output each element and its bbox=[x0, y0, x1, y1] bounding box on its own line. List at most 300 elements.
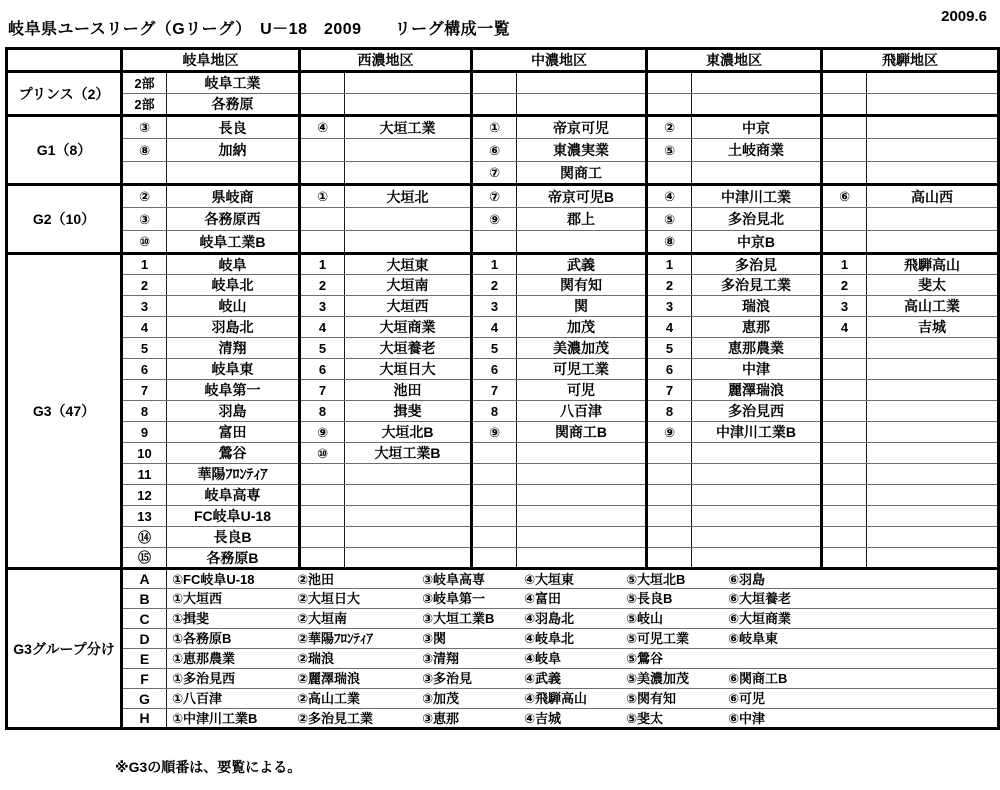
group-team: ③岐阜第一 bbox=[422, 591, 486, 606]
team-number-cell: 6 bbox=[472, 359, 517, 380]
group-row bbox=[7, 569, 999, 589]
team-name-cell: 大垣東 bbox=[345, 254, 472, 275]
team-number-cell: ⑨ bbox=[300, 422, 345, 443]
team-number-cell bbox=[300, 485, 345, 506]
team-name-cell: 多治見 bbox=[692, 254, 822, 275]
team-name-cell: 可児工業 bbox=[517, 359, 647, 380]
team-number-cell bbox=[822, 380, 867, 401]
team-number-cell: 9 bbox=[122, 422, 167, 443]
team-name-cell: 岐阜高専 bbox=[167, 485, 300, 506]
group-row bbox=[7, 609, 999, 629]
region-header: 中濃地区 bbox=[472, 49, 647, 72]
team-number-cell: 1 bbox=[472, 254, 517, 275]
team-name-cell: 大垣西 bbox=[345, 296, 472, 317]
team-name-cell bbox=[692, 443, 822, 464]
team-name-cell: 大垣養老 bbox=[345, 338, 472, 359]
group-team: ④大垣東 bbox=[524, 571, 575, 587]
team-name-cell: 大垣北 bbox=[345, 185, 472, 208]
group-team: ⑥大垣養老 bbox=[728, 591, 792, 606]
team-number-cell: 6 bbox=[647, 359, 692, 380]
group-letter: H bbox=[122, 709, 167, 729]
group-teams-cell bbox=[167, 709, 999, 729]
team-name-cell bbox=[692, 548, 822, 569]
team-name-cell: 岐阜工業B bbox=[167, 231, 300, 254]
group-team: ①中津川工業B bbox=[172, 710, 258, 726]
team-number-cell: 6 bbox=[122, 359, 167, 380]
team-name-cell bbox=[867, 548, 999, 569]
group-team: ②華陽ﾌﾛﾝﾃｨｱ bbox=[297, 631, 374, 646]
region-header: 西濃地区 bbox=[300, 49, 472, 72]
team-name-cell bbox=[867, 527, 999, 548]
team-name-cell: 大垣日大 bbox=[345, 359, 472, 380]
group-letter: D bbox=[122, 629, 167, 649]
team-name-cell: 大垣商業 bbox=[345, 317, 472, 338]
team-number-cell: 7 bbox=[300, 380, 345, 401]
team-name-cell bbox=[345, 231, 472, 254]
league-table bbox=[5, 47, 1000, 730]
team-name-cell: 恵那農業 bbox=[692, 338, 822, 359]
section-row bbox=[7, 231, 999, 254]
team-name-cell: 富田 bbox=[167, 422, 300, 443]
team-name-cell bbox=[517, 94, 647, 116]
team-number-cell: 5 bbox=[472, 338, 517, 359]
group-team: ②麗澤瑞浪 bbox=[297, 671, 361, 686]
section-row bbox=[7, 548, 999, 569]
team-name-cell: 岐阜北 bbox=[167, 275, 300, 296]
group-team: ⑥関商工B bbox=[728, 671, 788, 686]
team-number-cell: ② bbox=[647, 116, 692, 139]
team-name-cell bbox=[867, 162, 999, 185]
team-name-cell bbox=[345, 208, 472, 231]
team-name-cell: 岐山 bbox=[167, 296, 300, 317]
team-number-cell: ⑥ bbox=[822, 185, 867, 208]
group-team: ⑤鶯谷 bbox=[626, 651, 664, 666]
team-number-cell bbox=[647, 548, 692, 569]
team-number-cell: 12 bbox=[122, 485, 167, 506]
team-number-cell: 11 bbox=[122, 464, 167, 485]
section-label: G2（10） bbox=[7, 185, 122, 254]
group-team: ③関 bbox=[422, 631, 447, 646]
team-name-cell: 吉城 bbox=[867, 317, 999, 338]
team-number-cell bbox=[822, 527, 867, 548]
section-label: G3（47） bbox=[7, 254, 122, 569]
team-name-cell bbox=[692, 485, 822, 506]
team-name-cell: 斐太 bbox=[867, 275, 999, 296]
team-name-cell bbox=[867, 231, 999, 254]
team-number-cell bbox=[822, 401, 867, 422]
team-number-cell: 2 bbox=[647, 275, 692, 296]
team-name-cell bbox=[867, 422, 999, 443]
team-number-cell bbox=[122, 162, 167, 185]
team-number-cell: ⑨ bbox=[472, 208, 517, 231]
team-number-cell bbox=[300, 527, 345, 548]
header-row bbox=[7, 49, 999, 72]
group-team: ⑥羽島 bbox=[728, 571, 766, 587]
team-name-cell: 加納 bbox=[167, 139, 300, 162]
team-name-cell bbox=[692, 72, 822, 94]
group-team: ③大垣工業B bbox=[422, 611, 495, 626]
team-number-cell bbox=[822, 231, 867, 254]
section-row bbox=[7, 485, 999, 506]
team-name-cell bbox=[345, 94, 472, 116]
section-row bbox=[7, 317, 999, 338]
team-number-cell: 3 bbox=[122, 296, 167, 317]
team-name-cell: 羽島北 bbox=[167, 317, 300, 338]
league-table-body bbox=[7, 49, 999, 729]
team-name-cell bbox=[692, 527, 822, 548]
team-name-cell bbox=[867, 464, 999, 485]
team-name-cell bbox=[867, 94, 999, 116]
team-number-cell bbox=[472, 231, 517, 254]
team-number-cell bbox=[300, 464, 345, 485]
team-name-cell: 郡上 bbox=[517, 208, 647, 231]
team-number-cell: ⑦ bbox=[472, 162, 517, 185]
team-number-cell bbox=[300, 208, 345, 231]
group-team: ⑤斐太 bbox=[626, 710, 664, 726]
group-team: ④岐阜 bbox=[524, 651, 562, 666]
section-row bbox=[7, 401, 999, 422]
section-row bbox=[7, 254, 999, 275]
section-row bbox=[7, 275, 999, 296]
team-name-cell: 中津川工業B bbox=[692, 422, 822, 443]
team-number-cell bbox=[472, 464, 517, 485]
section-row bbox=[7, 422, 999, 443]
team-number-cell: 5 bbox=[300, 338, 345, 359]
team-name-cell: 各務原B bbox=[167, 548, 300, 569]
team-number-cell: 1 bbox=[122, 254, 167, 275]
team-number-cell: ⑩ bbox=[122, 231, 167, 254]
team-number-cell: 1 bbox=[647, 254, 692, 275]
team-name-cell: 中京B bbox=[692, 231, 822, 254]
team-number-cell bbox=[300, 231, 345, 254]
team-name-cell bbox=[345, 72, 472, 94]
team-name-cell: 麗澤瑞浪 bbox=[692, 380, 822, 401]
team-name-cell: 長良 bbox=[167, 116, 300, 139]
team-name-cell: 関商工B bbox=[517, 422, 647, 443]
team-number-cell: ① bbox=[300, 185, 345, 208]
team-number-cell bbox=[647, 485, 692, 506]
team-number-cell: 10 bbox=[122, 443, 167, 464]
group-team: ⑤岐山 bbox=[626, 611, 664, 626]
group-section-label: G3グループ分け bbox=[7, 569, 122, 729]
team-name-cell bbox=[517, 464, 647, 485]
team-name-cell bbox=[345, 527, 472, 548]
team-number-cell: ③ bbox=[122, 208, 167, 231]
group-letter: B bbox=[122, 589, 167, 609]
team-number-cell bbox=[472, 72, 517, 94]
team-name-cell bbox=[345, 485, 472, 506]
team-name-cell: 多治見工業 bbox=[692, 275, 822, 296]
team-number-cell: ⑦ bbox=[472, 185, 517, 208]
corner-cell bbox=[7, 49, 122, 72]
team-name-cell: 大垣北B bbox=[345, 422, 472, 443]
team-number-cell bbox=[472, 506, 517, 527]
team-number-cell: 2部 bbox=[122, 72, 167, 94]
section-row bbox=[7, 380, 999, 401]
group-team: ⑤美濃加茂 bbox=[626, 671, 690, 686]
group-team: ①揖斐 bbox=[172, 611, 210, 626]
team-name-cell: 加茂 bbox=[517, 317, 647, 338]
team-number-cell: ⑧ bbox=[647, 231, 692, 254]
section-row bbox=[7, 527, 999, 548]
team-name-cell: 中津 bbox=[692, 359, 822, 380]
team-number-cell: 8 bbox=[472, 401, 517, 422]
region-header: 飛騨地区 bbox=[822, 49, 999, 72]
team-name-cell bbox=[345, 464, 472, 485]
group-team: ⑤可児工業 bbox=[626, 631, 690, 646]
team-name-cell: 岐阜東 bbox=[167, 359, 300, 380]
team-number-cell: ⑥ bbox=[472, 139, 517, 162]
team-name-cell bbox=[867, 359, 999, 380]
team-number-cell bbox=[822, 139, 867, 162]
group-teams-cell bbox=[167, 589, 999, 609]
group-teams-cell bbox=[167, 649, 999, 669]
group-team: ①恵那農業 bbox=[172, 651, 236, 666]
section-row bbox=[7, 296, 999, 317]
section-row bbox=[7, 139, 999, 162]
team-name-cell bbox=[345, 548, 472, 569]
team-name-cell: 清翔 bbox=[167, 338, 300, 359]
group-team: ②高山工業 bbox=[297, 691, 361, 706]
team-name-cell: 武義 bbox=[517, 254, 647, 275]
group-team: ①大垣西 bbox=[172, 591, 223, 606]
group-letter: C bbox=[122, 609, 167, 629]
group-team: ③多治見 bbox=[422, 671, 473, 686]
team-number-cell: 5 bbox=[122, 338, 167, 359]
team-number-cell: 4 bbox=[472, 317, 517, 338]
team-name-cell: 華陽ﾌﾛﾝﾃｨｱ bbox=[167, 464, 300, 485]
team-number-cell: 4 bbox=[300, 317, 345, 338]
team-name-cell bbox=[692, 464, 822, 485]
section-label: プリンス（2） bbox=[7, 72, 122, 116]
team-number-cell bbox=[300, 139, 345, 162]
team-number-cell bbox=[822, 359, 867, 380]
group-team: ⑤関有知 bbox=[626, 691, 677, 706]
team-number-cell bbox=[647, 94, 692, 116]
team-number-cell bbox=[822, 485, 867, 506]
team-number-cell: 8 bbox=[647, 401, 692, 422]
team-name-cell: 揖斐 bbox=[345, 401, 472, 422]
team-name-cell: 多治見北 bbox=[692, 208, 822, 231]
group-team: ④武義 bbox=[524, 671, 562, 686]
group-team: ⑤大垣北B bbox=[626, 571, 686, 587]
team-number-cell: 3 bbox=[472, 296, 517, 317]
team-number-cell bbox=[472, 94, 517, 116]
team-name-cell bbox=[517, 485, 647, 506]
team-name-cell: 可児 bbox=[517, 380, 647, 401]
section-row bbox=[7, 464, 999, 485]
team-number-cell bbox=[300, 506, 345, 527]
team-number-cell: 7 bbox=[472, 380, 517, 401]
team-name-cell: 各務原 bbox=[167, 94, 300, 116]
section-row bbox=[7, 72, 999, 94]
group-team: ①多治見西 bbox=[172, 671, 236, 686]
team-name-cell: 中京 bbox=[692, 116, 822, 139]
group-team: ⑥可児 bbox=[728, 691, 766, 706]
group-row bbox=[7, 689, 999, 709]
group-team: ③岐阜高専 bbox=[422, 571, 486, 587]
team-name-cell: 池田 bbox=[345, 380, 472, 401]
team-number-cell: 4 bbox=[822, 317, 867, 338]
team-name-cell bbox=[517, 72, 647, 94]
group-row bbox=[7, 649, 999, 669]
team-number-cell: 2 bbox=[122, 275, 167, 296]
team-number-cell: 3 bbox=[300, 296, 345, 317]
section-row bbox=[7, 359, 999, 380]
team-name-cell: 関商工 bbox=[517, 162, 647, 185]
team-number-cell: 3 bbox=[822, 296, 867, 317]
team-name-cell bbox=[867, 401, 999, 422]
team-name-cell: 県岐商 bbox=[167, 185, 300, 208]
team-name-cell: 岐阜第一 bbox=[167, 380, 300, 401]
team-number-cell: 7 bbox=[122, 380, 167, 401]
team-name-cell: 岐阜工業 bbox=[167, 72, 300, 94]
team-number-cell: ⑨ bbox=[472, 422, 517, 443]
team-number-cell bbox=[647, 162, 692, 185]
team-number-cell bbox=[300, 162, 345, 185]
team-name-cell bbox=[867, 208, 999, 231]
team-name-cell bbox=[867, 338, 999, 359]
team-name-cell bbox=[692, 94, 822, 116]
group-team: ①各務原B bbox=[172, 631, 232, 646]
team-number-cell: 2部 bbox=[122, 94, 167, 116]
team-name-cell bbox=[867, 72, 999, 94]
team-number-cell bbox=[822, 162, 867, 185]
team-name-cell: 長良B bbox=[167, 527, 300, 548]
section-row bbox=[7, 208, 999, 231]
team-number-cell: 8 bbox=[300, 401, 345, 422]
group-team: ①FC岐阜U-18 bbox=[172, 571, 255, 587]
section-label: G1（8） bbox=[7, 116, 122, 185]
team-name-cell: 各務原西 bbox=[167, 208, 300, 231]
team-name-cell: 羽島 bbox=[167, 401, 300, 422]
team-number-cell bbox=[822, 506, 867, 527]
team-name-cell bbox=[517, 527, 647, 548]
team-number-cell: 2 bbox=[300, 275, 345, 296]
group-team: ④岐阜北 bbox=[524, 631, 575, 646]
team-number-cell: ④ bbox=[300, 116, 345, 139]
date-label: 2009.6 bbox=[941, 8, 987, 25]
team-name-cell bbox=[517, 443, 647, 464]
team-number-cell bbox=[822, 338, 867, 359]
team-name-cell: 飛騨高山 bbox=[867, 254, 999, 275]
group-team: ①八百津 bbox=[172, 691, 223, 706]
team-name-cell: 土岐商業 bbox=[692, 139, 822, 162]
team-number-cell bbox=[647, 443, 692, 464]
team-number-cell bbox=[647, 464, 692, 485]
team-number-cell bbox=[300, 72, 345, 94]
group-row bbox=[7, 709, 999, 729]
team-number-cell: ② bbox=[122, 185, 167, 208]
group-team: ④羽島北 bbox=[524, 611, 575, 626]
group-team: ④飛騨高山 bbox=[524, 691, 588, 706]
group-team: ⑤長良B bbox=[626, 591, 673, 606]
team-name-cell bbox=[867, 139, 999, 162]
group-team: ④富田 bbox=[524, 591, 562, 606]
group-team: ③恵那 bbox=[422, 710, 460, 726]
team-name-cell: 大垣南 bbox=[345, 275, 472, 296]
group-row bbox=[7, 669, 999, 689]
team-name-cell: 帝京可児B bbox=[517, 185, 647, 208]
group-team: ②池田 bbox=[297, 571, 335, 587]
team-name-cell: 美濃加茂 bbox=[517, 338, 647, 359]
team-name-cell bbox=[867, 116, 999, 139]
team-number-cell: ⑩ bbox=[300, 443, 345, 464]
team-number-cell bbox=[822, 422, 867, 443]
team-name-cell bbox=[867, 443, 999, 464]
group-team: ⑥岐阜東 bbox=[728, 631, 779, 646]
page-title: 岐阜県ユースリーグ（Gリーグ） U－18 2009 リーグ構成一覧 bbox=[8, 21, 511, 38]
team-number-cell: ⑤ bbox=[647, 139, 692, 162]
team-number-cell: ⑤ bbox=[647, 208, 692, 231]
group-teams-cell bbox=[167, 629, 999, 649]
group-team: ③清翔 bbox=[422, 651, 460, 666]
team-name-cell bbox=[345, 506, 472, 527]
team-number-cell: 1 bbox=[822, 254, 867, 275]
team-name-cell: 岐阜 bbox=[167, 254, 300, 275]
group-team: ②瑞浪 bbox=[297, 651, 335, 666]
team-name-cell bbox=[867, 380, 999, 401]
team-number-cell bbox=[822, 443, 867, 464]
group-letter: E bbox=[122, 649, 167, 669]
team-name-cell bbox=[517, 231, 647, 254]
team-name-cell bbox=[167, 162, 300, 185]
group-team: ②多治見工業 bbox=[297, 710, 374, 726]
region-header: 東濃地区 bbox=[647, 49, 822, 72]
team-name-cell: 関有知 bbox=[517, 275, 647, 296]
group-team: ④吉城 bbox=[524, 710, 562, 726]
team-number-cell: ⑭ bbox=[122, 527, 167, 548]
team-name-cell: 関 bbox=[517, 296, 647, 317]
team-name-cell bbox=[867, 485, 999, 506]
group-team: ②大垣南 bbox=[297, 611, 348, 626]
team-name-cell: 八百津 bbox=[517, 401, 647, 422]
team-number-cell bbox=[472, 548, 517, 569]
team-name-cell: 大垣工業B bbox=[345, 443, 472, 464]
team-number-cell bbox=[647, 72, 692, 94]
team-name-cell: 中津川工業 bbox=[692, 185, 822, 208]
group-team: ⑥中津 bbox=[728, 710, 766, 726]
team-name-cell bbox=[692, 162, 822, 185]
team-number-cell: 8 bbox=[122, 401, 167, 422]
group-letter: A bbox=[122, 569, 167, 589]
team-number-cell bbox=[647, 527, 692, 548]
team-name-cell bbox=[692, 506, 822, 527]
team-name-cell: 高山西 bbox=[867, 185, 999, 208]
team-number-cell bbox=[647, 506, 692, 527]
team-number-cell bbox=[822, 94, 867, 116]
team-name-cell bbox=[517, 506, 647, 527]
team-number-cell bbox=[300, 94, 345, 116]
group-row bbox=[7, 589, 999, 609]
team-number-cell bbox=[822, 116, 867, 139]
team-number-cell: ③ bbox=[122, 116, 167, 139]
team-name-cell bbox=[345, 139, 472, 162]
team-number-cell: 6 bbox=[300, 359, 345, 380]
team-number-cell bbox=[472, 485, 517, 506]
team-number-cell: ④ bbox=[647, 185, 692, 208]
team-number-cell bbox=[822, 464, 867, 485]
group-row bbox=[7, 629, 999, 649]
section-row bbox=[7, 94, 999, 116]
group-team: ②大垣日大 bbox=[297, 591, 361, 606]
group-teams-cell bbox=[167, 609, 999, 629]
team-number-cell: ⑨ bbox=[647, 422, 692, 443]
section-row bbox=[7, 338, 999, 359]
region-header: 岐阜地区 bbox=[122, 49, 300, 72]
team-name-cell: FC岐阜U-18 bbox=[167, 506, 300, 527]
group-teams-cell bbox=[167, 569, 999, 589]
